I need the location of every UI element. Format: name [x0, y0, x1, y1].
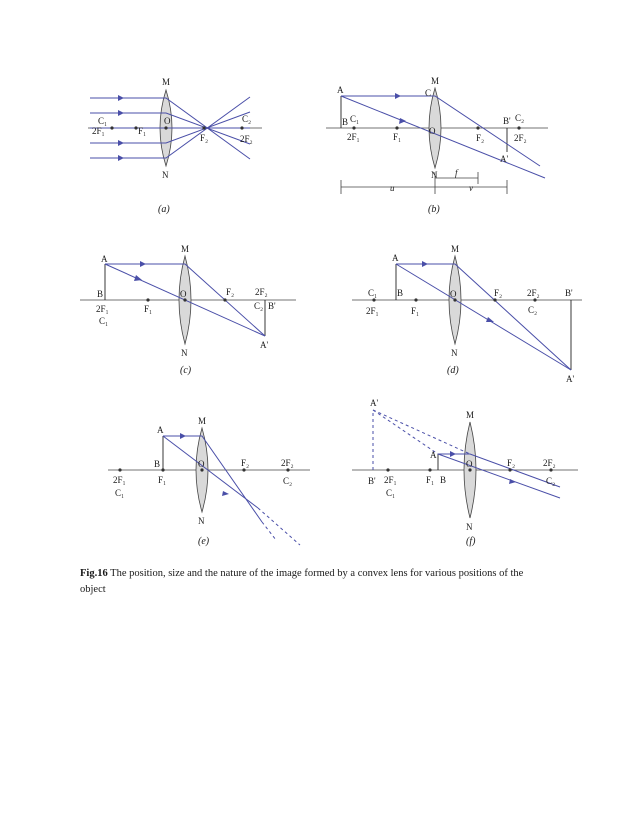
point — [372, 298, 375, 301]
ray — [163, 436, 262, 522]
label-m: M — [181, 244, 190, 254]
point-2f1 — [110, 126, 113, 129]
point — [118, 468, 121, 471]
label-bp: B' — [565, 288, 573, 298]
panel-caption: (a) — [158, 204, 170, 215]
label-m: M — [451, 244, 460, 254]
label-f2: F₂ — [494, 288, 503, 298]
point — [476, 126, 479, 129]
label-f1: F₁ — [426, 475, 435, 485]
label-m: M — [198, 416, 207, 426]
label-o: O — [198, 459, 205, 469]
arrow-head — [395, 93, 401, 99]
point — [533, 298, 536, 301]
label-a: A — [430, 450, 437, 460]
point — [161, 468, 164, 471]
point — [286, 468, 289, 471]
ray-extension — [373, 410, 470, 454]
label-bp: B' — [503, 116, 511, 126]
label-f2: F₂ — [226, 287, 235, 297]
ray — [438, 454, 560, 498]
label-ap: A' — [500, 154, 509, 164]
label-f1: F₁ — [393, 132, 402, 142]
label-2f2: 2F₂ — [240, 134, 253, 144]
arrow-head — [222, 491, 229, 496]
label-ap: A' — [370, 398, 379, 408]
label-ap: A' — [566, 374, 575, 384]
point — [517, 126, 520, 129]
arrow-head — [134, 275, 142, 281]
label-ap: A' — [260, 340, 269, 350]
point-f2 — [202, 126, 205, 129]
panel-b — [326, 76, 548, 215]
label-2f1: 2F₁ — [347, 132, 360, 142]
label-2f1: 2F₁ — [113, 475, 126, 485]
ray-extension — [373, 410, 438, 454]
label-c1: C₁ — [368, 288, 378, 298]
panel-caption: (c) — [180, 365, 192, 376]
arrow-head — [486, 317, 494, 322]
point — [386, 468, 389, 471]
ray — [396, 264, 571, 370]
point — [549, 468, 552, 471]
point — [223, 298, 226, 301]
label-f: f — [455, 168, 458, 178]
label-f1: F₁ — [138, 126, 147, 136]
label-f1: F₁ — [158, 475, 167, 485]
point — [146, 298, 149, 301]
arrow-head — [180, 433, 186, 439]
label-f2: F₂ — [200, 133, 209, 143]
label-n: N — [431, 170, 438, 180]
label-b: B — [154, 459, 161, 469]
label-c2: C₂ — [283, 476, 293, 486]
label-c2: C₂ — [254, 301, 264, 311]
label-f2: F₂ — [507, 458, 516, 468]
label-c2: C₂ — [528, 305, 538, 315]
label-a: A — [392, 253, 399, 263]
panel-c — [80, 244, 296, 376]
panel-a — [88, 77, 262, 215]
panel-e — [108, 416, 310, 547]
point-2f2 — [240, 126, 243, 129]
label-c1: C₁ — [98, 116, 108, 126]
label-2f2: 2F₂ — [255, 287, 268, 297]
arrow-head — [140, 261, 146, 267]
label-f2: F₂ — [241, 458, 250, 468]
label-f1: F₁ — [144, 304, 153, 314]
ray-extension — [258, 508, 300, 545]
label-v: v — [469, 183, 473, 193]
label-a: A — [157, 425, 164, 435]
label-m: M — [466, 410, 475, 420]
point — [242, 468, 245, 471]
label-c1: C₁ — [350, 114, 360, 124]
label-u: u — [390, 183, 395, 193]
ray — [163, 436, 258, 508]
figure-caption — [80, 566, 550, 598]
label-2f1: 2F₁ — [96, 304, 109, 314]
arrow-head — [118, 155, 124, 161]
point — [428, 468, 431, 471]
label-2f2: 2F₂ — [514, 133, 527, 143]
figure-label: Fig.16 — [80, 568, 108, 579]
label-c1: C₁ — [115, 488, 125, 498]
label-a: A — [337, 85, 344, 95]
panel-caption: (f) — [466, 536, 476, 547]
label-o: O — [164, 116, 171, 126]
panel-caption: (d) — [447, 365, 459, 376]
label-o: O — [450, 289, 457, 299]
label-f2: F₂ — [476, 133, 485, 143]
label-o: O — [466, 459, 473, 469]
label-n: N — [162, 170, 169, 180]
panel-f — [352, 398, 578, 547]
label-c: C — [425, 88, 432, 98]
label-m: M — [162, 77, 171, 87]
arrow-head — [509, 479, 516, 484]
ray-extension — [262, 522, 276, 540]
label-bp: B' — [268, 301, 276, 311]
label-2f2: 2F₂ — [543, 458, 556, 468]
arrow-head — [118, 95, 124, 101]
label-c1: C₁ — [386, 488, 396, 498]
label-f1: F₁ — [411, 306, 420, 316]
point-o — [164, 126, 167, 129]
label-n: N — [198, 516, 205, 526]
label-m: M — [431, 76, 440, 86]
label-2f1: 2F₁ — [384, 475, 397, 485]
point — [493, 298, 496, 301]
label-n: N — [181, 348, 188, 358]
ray — [438, 454, 560, 487]
point — [395, 126, 398, 129]
label-n: N — [451, 348, 458, 358]
label-b: B — [342, 117, 349, 127]
label-2f2: 2F₂ — [527, 288, 540, 298]
label-c2: C₂ — [242, 114, 252, 124]
arrow-head — [399, 118, 406, 124]
label-b: B — [397, 288, 404, 298]
point — [414, 298, 417, 301]
label-n: N — [466, 522, 473, 532]
label-2f1: 2F₁ — [366, 306, 379, 316]
label-b: B — [440, 475, 447, 485]
label-2f1: 2F₁ — [92, 126, 105, 136]
point — [508, 468, 511, 471]
label-bp: B' — [368, 476, 376, 486]
label-o: O — [429, 126, 436, 136]
arrow-head — [450, 451, 456, 457]
arrow-head — [422, 261, 428, 267]
point — [352, 126, 355, 129]
label-o: O — [180, 289, 187, 299]
label-c2: C₂ — [546, 476, 556, 486]
label-a: A — [101, 254, 108, 264]
panel-caption: (e) — [198, 536, 210, 547]
arrow-head — [118, 110, 124, 116]
panel-caption: (b) — [428, 204, 440, 215]
figure-caption-text: The position, size and the nature of the image formed by a convex lens for various positions of the object — [80, 568, 524, 595]
label-c2: C₂ — [515, 113, 525, 123]
label-b: B — [97, 289, 104, 299]
label-c1: C₁ — [99, 316, 109, 326]
label-2f2: 2F₂ — [281, 458, 294, 468]
panel-d — [352, 244, 582, 384]
arrow-head — [118, 140, 124, 146]
